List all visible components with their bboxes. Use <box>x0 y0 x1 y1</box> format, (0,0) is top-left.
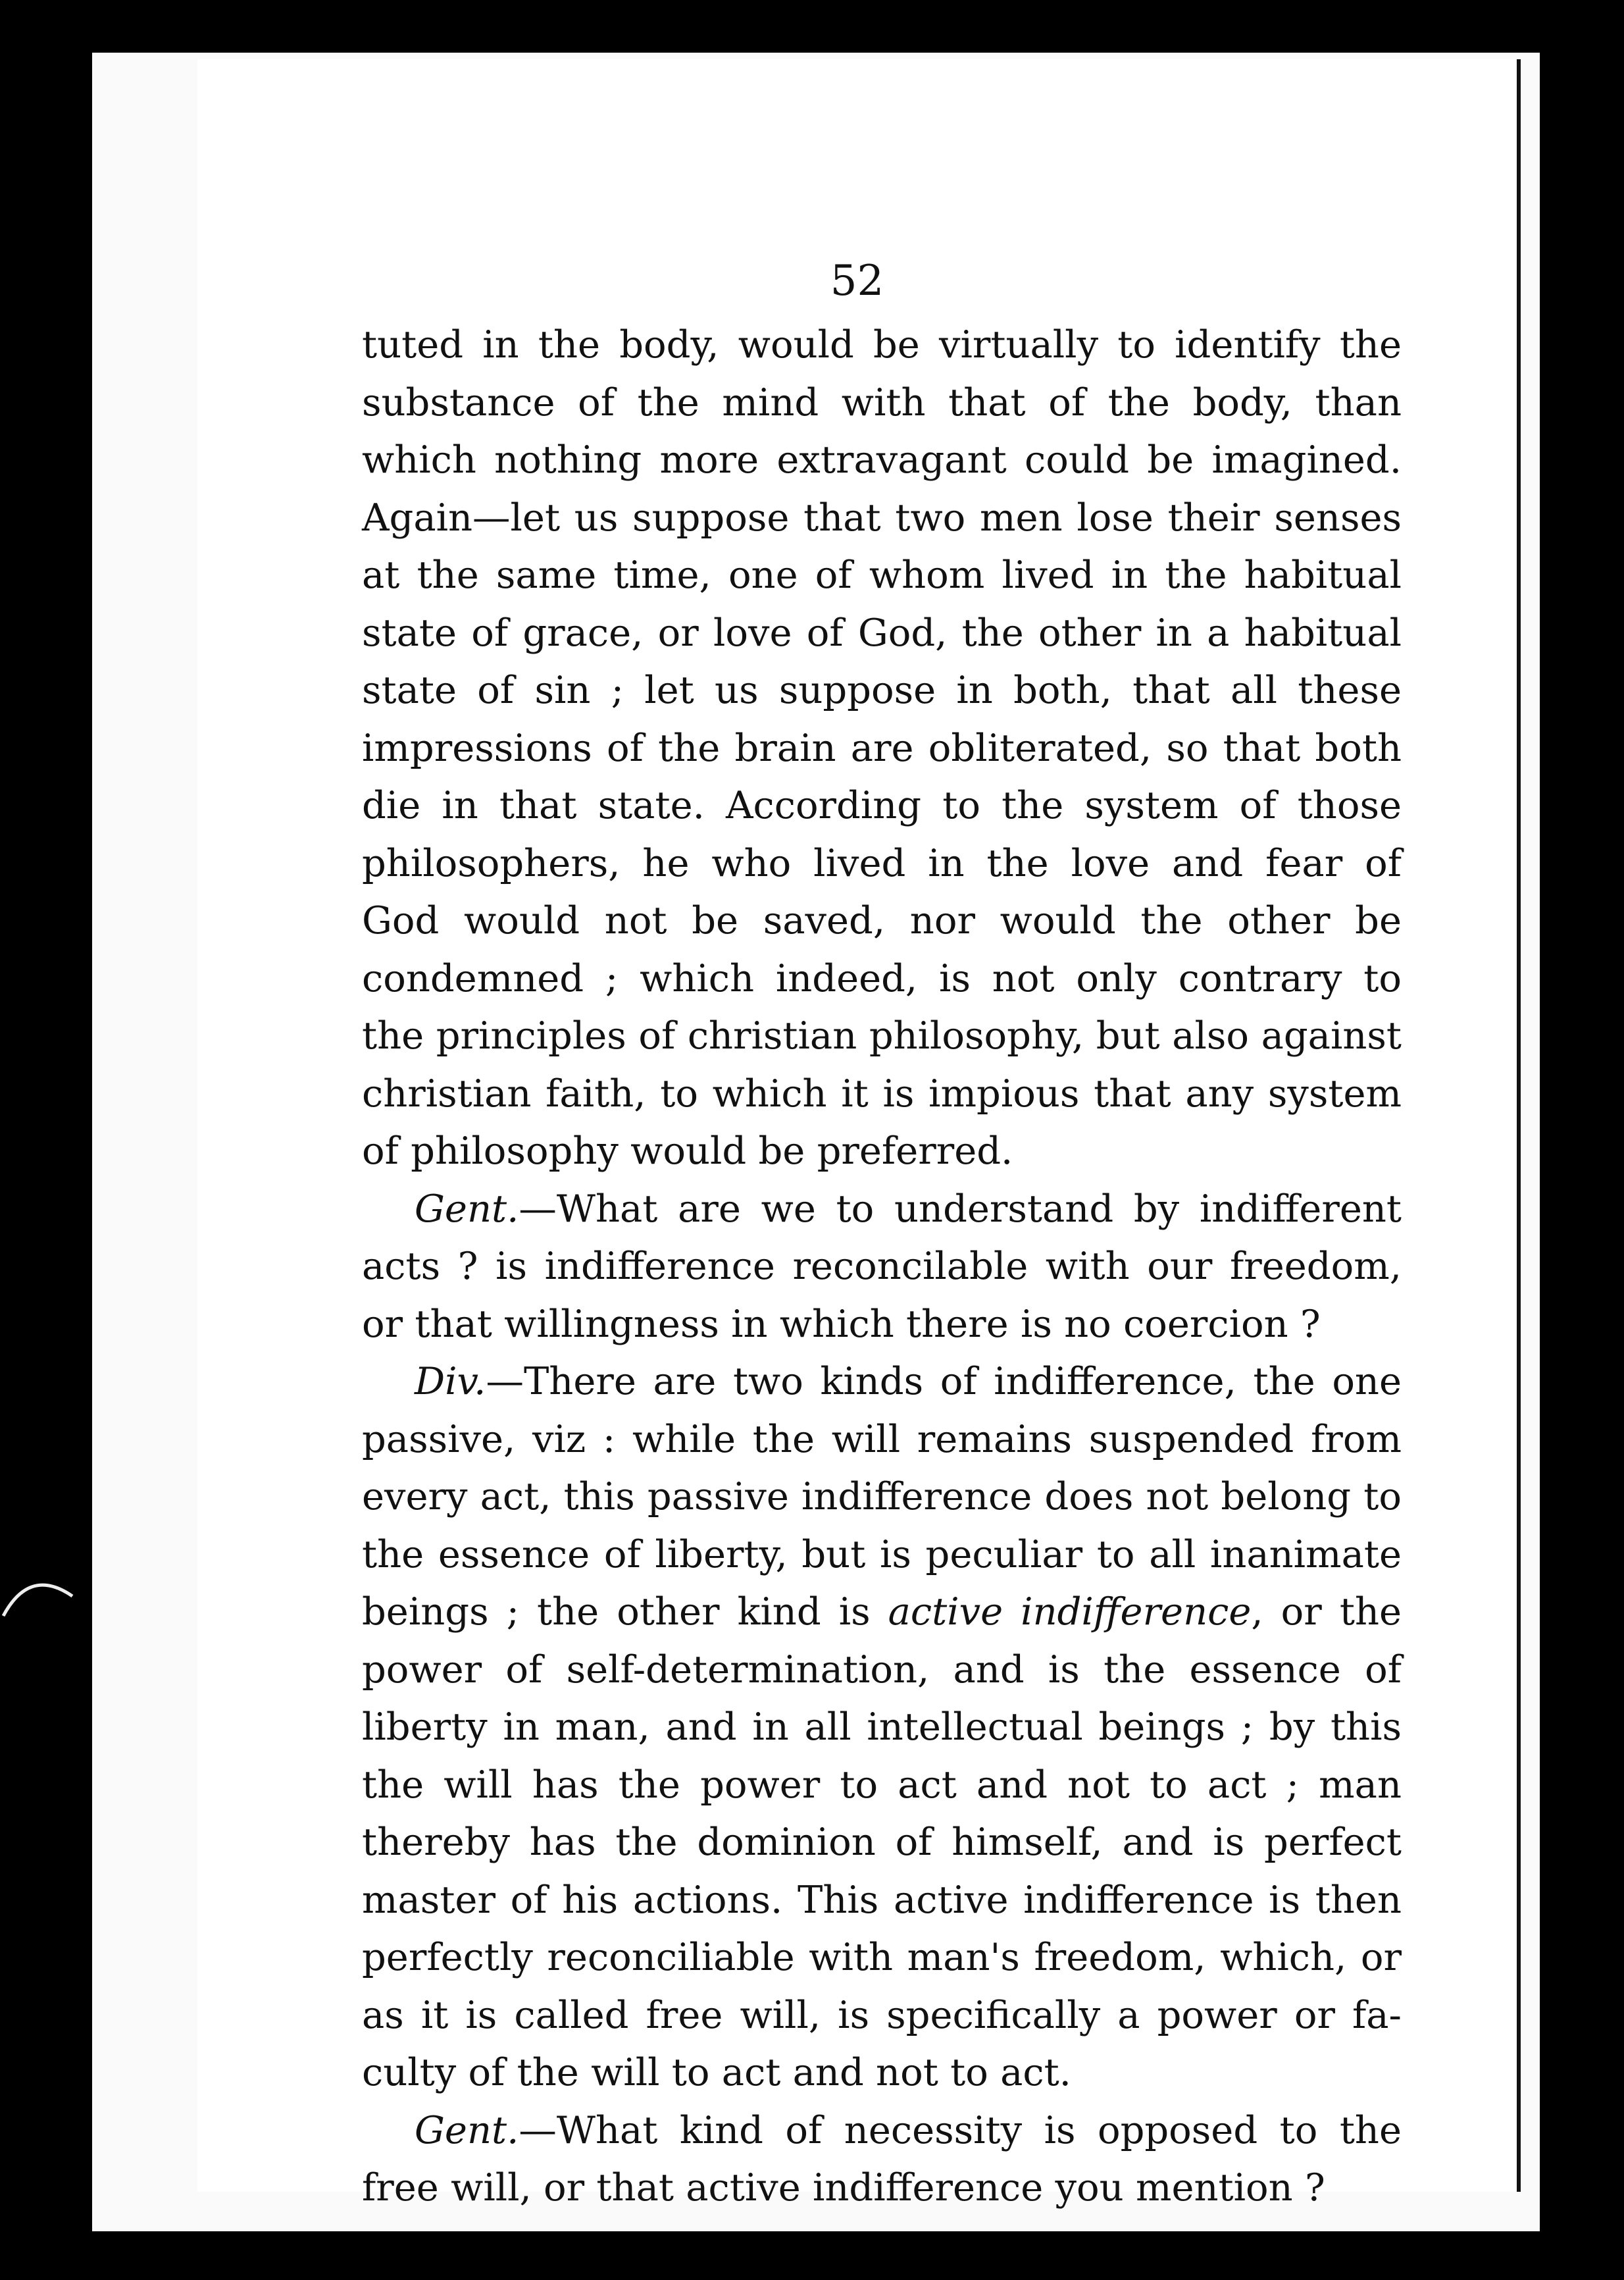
text-line: every act, this passive indifference does not belong to <box>362 1474 1402 1518</box>
speaker-label: Gent. <box>415 2108 519 2152</box>
text-line: thereby has the dominion of himself, and is perfect <box>362 1820 1402 1864</box>
text-line: substance of the mind with that of the body, than <box>362 380 1402 425</box>
text-run: beings ; the other kind is <box>362 1590 871 1634</box>
text-line <box>362 1353 1402 1411</box>
text-line: the principles of christian philosophy, but also against <box>362 1014 1402 1058</box>
text-line: which nothing more extravagant could be imagined. <box>362 438 1402 482</box>
text-run: , or the <box>1251 1590 1402 1634</box>
scan-artifact-mark <box>0 1567 79 1619</box>
text-line: free will, or that active indifference you mention ? <box>362 2165 1325 2210</box>
text-line <box>362 1583 1402 1641</box>
speaker-label: Gent. <box>415 1186 519 1231</box>
page-text <box>362 316 1402 2217</box>
text-line: the will has the power to act and not to act ; man <box>362 1762 1402 1807</box>
text-line: perfectly reconciliable with man's freedom, which, or <box>362 1935 1402 1979</box>
text-line: master of his actions. This active indifference is then <box>362 1877 1402 1922</box>
text-line: condemned ; which indeed, is not only contrary to <box>362 956 1402 1000</box>
text-line: or that willingness in which there is no coercion ? <box>362 1301 1321 1346</box>
text-line: philosophers, he who lived in the love and fear of <box>362 841 1402 885</box>
text-line: power of self-determination, and is the essence of <box>362 1647 1402 1692</box>
speaker-label: Div. <box>415 1359 486 1403</box>
text-line: christian faith, to which it is impious that any system <box>362 1071 1402 1116</box>
text-line: at the same time, one of whom lived in the habitual <box>362 553 1402 597</box>
text-line: die in that state. According to the system of those <box>362 783 1402 827</box>
text-line: passive, viz : while the will remains suspended from <box>362 1416 1402 1461</box>
text-line: acts ? is indifference reconcilable with our freedom, <box>362 1244 1402 1288</box>
paragraph <box>362 1353 1402 2102</box>
text-line: tuted in the body, would be virtually to identify the <box>362 323 1402 367</box>
text-line: Again—let us suppose that two men lose their senses <box>362 495 1402 540</box>
paragraph <box>362 2102 1402 2217</box>
emphasis-text: active indifference <box>888 1590 1252 1634</box>
text-line: of philosophy would be preferred. <box>362 1129 1013 1173</box>
text-run: —There are two kinds of indifference, the one <box>486 1359 1402 1403</box>
text-run: —What kind of necessity is opposed to the <box>519 2108 1402 2152</box>
book-page <box>197 59 1521 2210</box>
text-line: the essence of liberty, but is peculiar to all inanimate <box>362 1532 1402 1576</box>
page-number: 52 <box>830 257 884 305</box>
text-line: liberty in man, and in all intellectual beings ; by this <box>362 1705 1402 1749</box>
text-line: state of grace, or love of God, the other in a habitual <box>362 610 1402 655</box>
text-line: God would not be saved, nor would the other be <box>362 898 1402 943</box>
text-line: as it is called free will, is specifically a power or fa- <box>362 1992 1402 2037</box>
text-line: culty of the will to act and not to act. <box>362 2050 1071 2094</box>
text-line <box>362 1180 1402 1238</box>
text-line: state of sin ; let us suppose in both, that all these <box>362 668 1402 712</box>
text-line <box>362 2102 1402 2160</box>
paragraph <box>362 316 1402 1180</box>
text-run: —What are we to understand by indifferent <box>519 1186 1402 1231</box>
paragraph <box>362 1180 1402 1353</box>
text-line: impressions of the brain are obliterated, so that both <box>362 725 1402 770</box>
